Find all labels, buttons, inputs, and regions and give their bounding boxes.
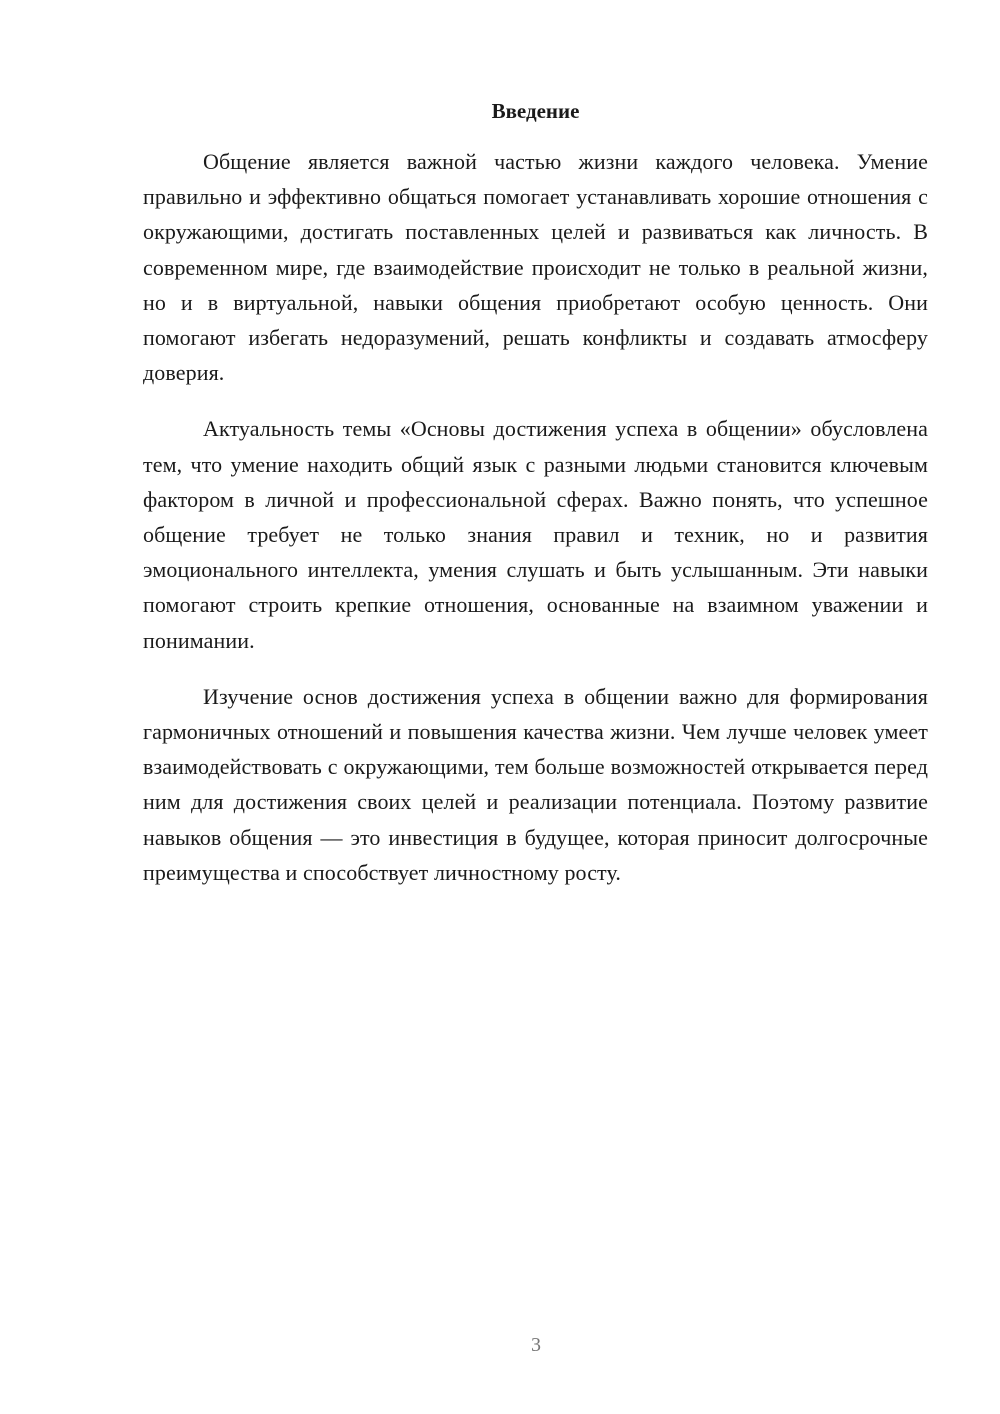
paragraph-3: Изучение основ достижения успеха в общении важно для формирования гармоничных отношений и повышения качества жизни. Чем лучше человек умеет взаимодействовать с окружающими, тем больше возможностей открывается перед ним для достижения своих целей и реализации потенциала. Поэтому развитие навыков общения — это инвестиция в будущее, которая приносит долгосрочные преимущества и способствует личностному росту. — [143, 683, 928, 885]
paragraph-1: Общение является важной частью жизни каждого человека. Умение правильно и эффективно общаться помогает устанавливать хорошие отношения с окружающими, достигать поставленных целей и развиваться как личность. В современном мире, где взаимодействие происходит не только в реальной жизни, но и в виртуальной, навыки общения приобретают особую ценность. Они помогают избегать недоразумений, решать конфликты и создавать атмосферу доверия. — [143, 149, 928, 386]
page-content — [143, 96, 928, 911]
paragraph-2: Актуальность темы «Основы достижения успеха в общении» обусловлена тем, что умение находить общий язык с разными людьми становится ключевым фактором в личной и профессиональной сферах. Важно понять, что успешное общение требует не только знания правил и техник, но и развития эмоционального интеллекта, умения слушать и быть услышанным. Эти навыки помогают строить крепкие отношения, основанные на взаимном уважении и понимании. — [143, 416, 928, 653]
section-title: Введение — [491, 99, 580, 123]
page-number: 3 — [531, 1334, 541, 1356]
